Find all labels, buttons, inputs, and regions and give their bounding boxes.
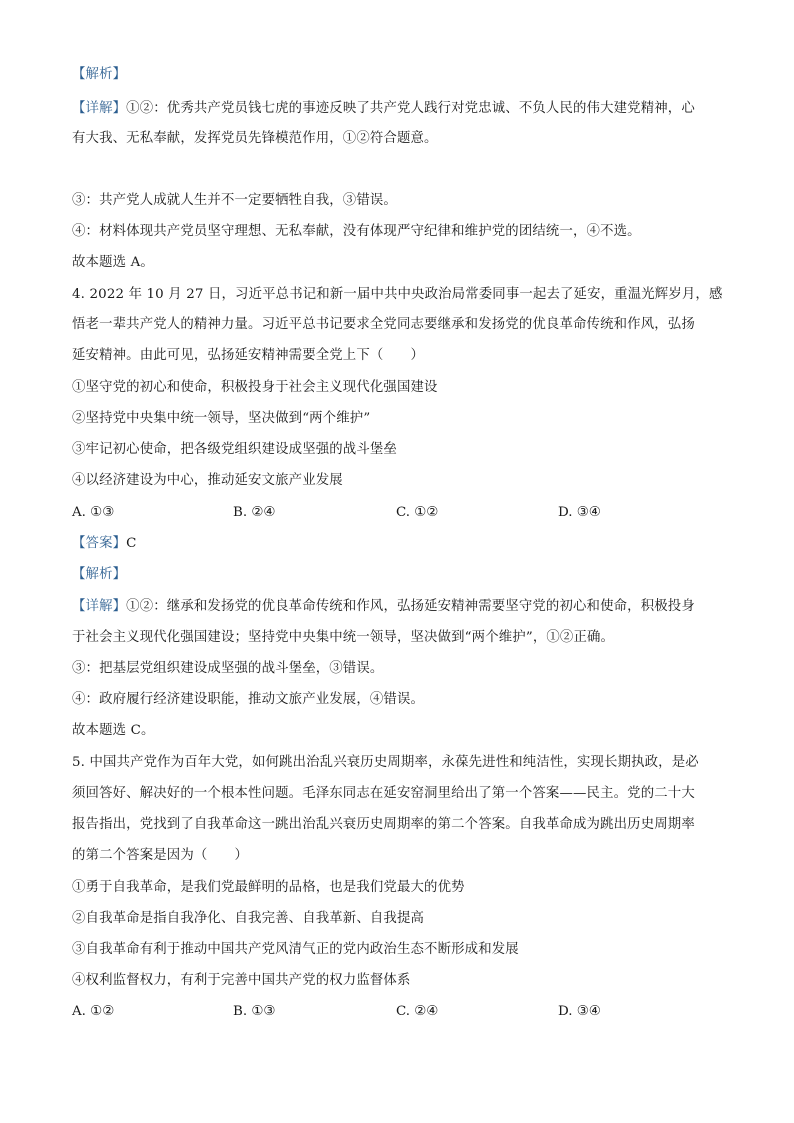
- question-5-stem-line-4: 的第二个答案是因为（ ）: [72, 848, 249, 863]
- detail-text-line-2: 有大我、无私奉献，发挥党员先锋模范作用，①②符合题意。: [72, 131, 438, 146]
- analysis-point-4: ④：政府履行经济建设职能，推动文旅产业发展，④错误。: [72, 692, 425, 707]
- question-4-option-a: A. ①③: [72, 505, 115, 520]
- question-4-item-4: ④以经济建设为中心，推动延安文旅产业发展: [72, 473, 343, 488]
- question-4-item-3: ③牢记初心使命，把各级党组织建设成坚强的战斗堡垒: [72, 442, 397, 457]
- analysis-point-3: ③：把基层党组织建设成坚强的战斗堡垒，③错误。: [72, 661, 384, 676]
- question-4-option-d: D. ③④: [558, 505, 601, 520]
- question-4-stem-line-1: 4. 2022 年 10 月 27 日，习近平总书记和新一届中共中央政治局常委同事一起去了延安，重温光辉岁月，感: [72, 287, 723, 302]
- detail-text: ①②：优秀共产党员钱七虎的事迹反映了共产党人践行对党忠诚、不负人民的伟大建党精神，心: [126, 101, 695, 116]
- analysis-point-4: ④：材料体现共产党员坚守理想、无私奉献，没有体现严守纪律和维护党的团结统一，④不选。: [72, 224, 641, 239]
- answer-line: [72, 535, 137, 553]
- question-4-option-c: C. ①②: [396, 505, 439, 520]
- analysis-point-3: ③：共产党人成就人生并不一定要牺牲自我，③错误。: [72, 193, 397, 208]
- question-5-stem-line-1: 5. 中国共产党作为百年大党，如何跳出治乱兴衰历史周期率，永葆先进性和纯洁性，实现长期执政，是必: [72, 755, 699, 770]
- question-5-option-d: D. ③④: [558, 1004, 601, 1019]
- analysis-tag: 【解析】: [72, 567, 127, 582]
- detail-paragraph-line: [72, 598, 695, 616]
- question-5-option-b: B. ①③: [233, 1004, 276, 1019]
- answer-value: C: [126, 536, 137, 551]
- question-5-item-4: ④权利监督权力，有利于完善中国共产党的权力监督体系: [72, 973, 411, 988]
- question-5-item-1: ①勇于自我革命，是我们党最鲜明的品格，也是我们党最大的优势: [72, 880, 465, 895]
- question-4-stem-line-2: 悟老一辈共产党人的精神力量。习近平总书记要求全党同志要继承和发扬党的优良革命传统和作风，弘扬: [72, 317, 695, 332]
- detail-paragraph-line: [72, 100, 695, 118]
- question-5-item-3: ③自我革命有利于推动中国共产党风清气正的党内政治生态不断形成和发展: [72, 942, 519, 957]
- question-5-option-c: C. ②④: [396, 1004, 439, 1019]
- question-5-item-2: ②自我革命是指自我净化、自我完善、自我革新、自我提高: [72, 911, 425, 926]
- question-4-item-1: ①坚守党的初心和使命，积极投身于社会主义现代化强国建设: [72, 380, 438, 395]
- question-5-stem-line-2: 须回答好、解决好的一个根本性问题。毛泽东同志在延安窑洞里给出了第一个答案——民主。党的二十大: [72, 786, 695, 801]
- analysis-tag: 【解析】: [72, 67, 127, 82]
- question-4-option-b: B. ②④: [233, 505, 276, 520]
- question-5-stem-line-3: 报告指出，党找到了自我革命这一跳出治乱兴衰历史周期率的第二个答案。自我革命成为跳出历史周期率: [72, 817, 695, 832]
- conclusion-text: 故本题选 A。: [72, 255, 154, 270]
- detail-tag: 【详解】: [72, 101, 127, 116]
- answer-tag: 【答案】: [72, 536, 127, 551]
- conclusion-text: 故本题选 C。: [72, 723, 155, 738]
- detail-text: ①②：继承和发扬党的优良革命传统和作风，弘扬延安精神需要坚守党的初心和使命，积极投身: [126, 599, 695, 614]
- question-5-option-a: A. ①②: [72, 1004, 115, 1019]
- detail-text-line-2: 于社会主义现代化强国建设；坚持党中央集中统一领导，坚决做到“两个维护”，①②正确。: [72, 630, 615, 645]
- question-4-item-2: ②坚持党中央集中统一领导，坚决做到“两个维护”: [72, 411, 371, 426]
- question-4-stem-line-3: 延安精神。由此可见，弘扬延安精神需要全党上下（ ）: [72, 348, 425, 363]
- detail-tag: 【详解】: [72, 599, 127, 614]
